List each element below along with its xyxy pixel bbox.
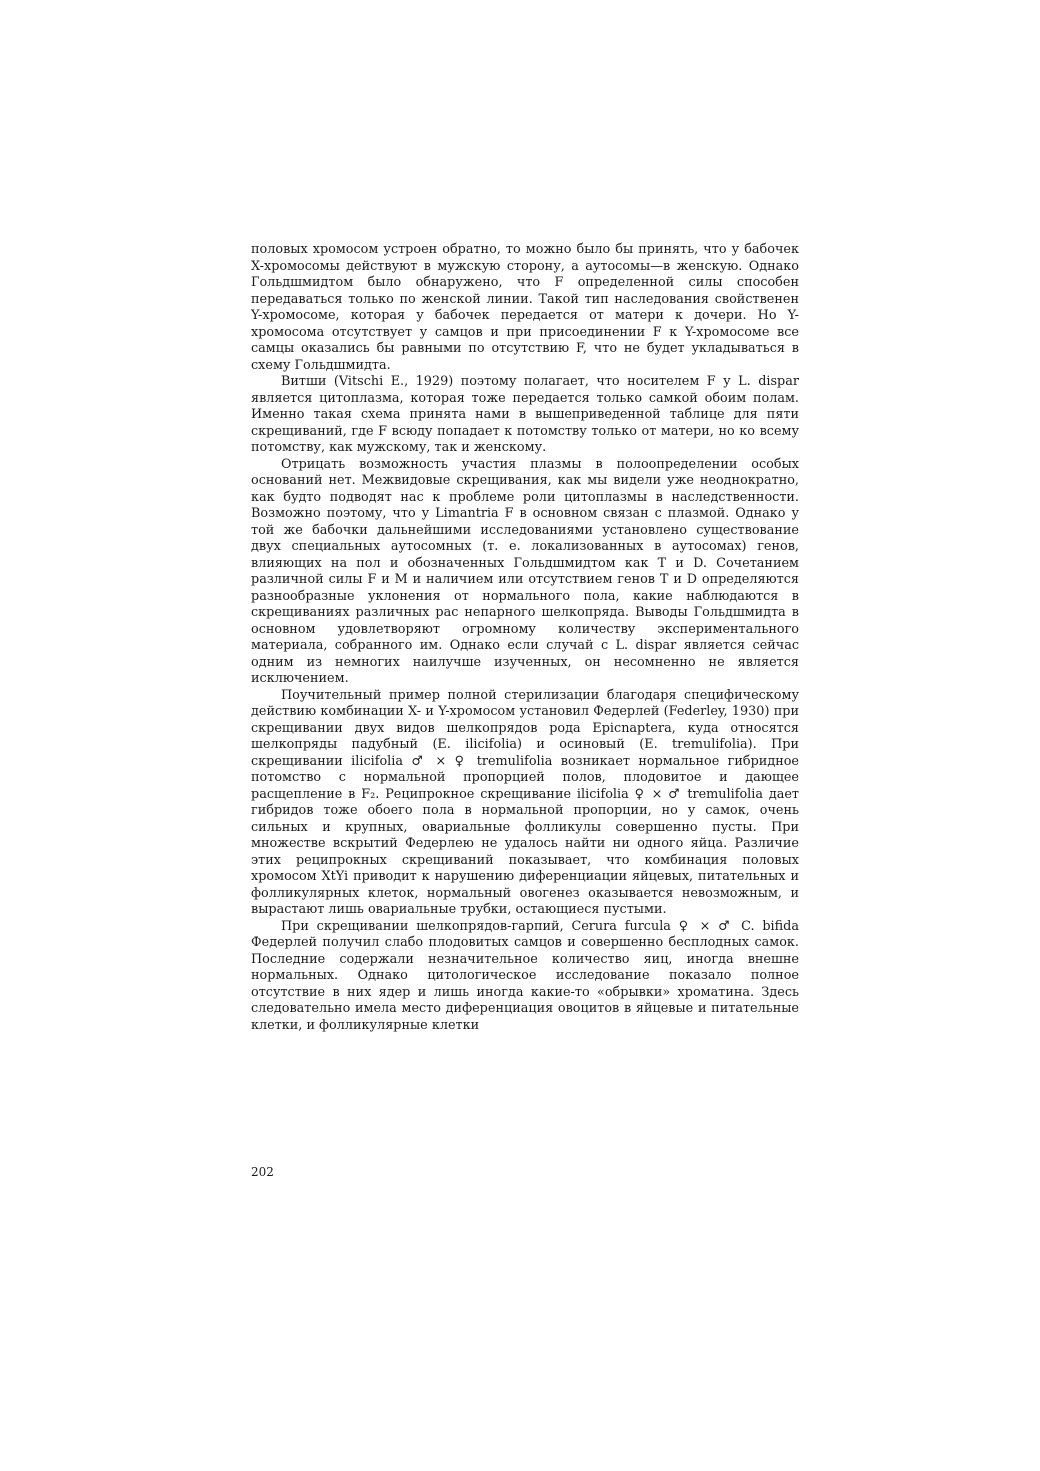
paragraph-2: Витши (Vitschi E., 1929) поэтому полагает, что носителем F у L. dispar является цитоплазма, которая тоже передается только самкой обоим полам. Именно такая схема принята нами в вышеприведенной таблице для пяти скрещиваний, где F всюду попадает к потомству только от матери, но ко всему потомству, как мужскому, так и женскому. [251,374,799,455]
paragraph-5: При скрещивании шелкопрядов-гарпий, Cerura furcula ♀ × ♂ C. bifida Федерлей получил слабо плодовитых самцов и совершенно бесплодных самок. Последние содержали незначительное количество яиц, иногда внешне нормальных. Однако цитологическое исследование показало полное отсутствие в них ядер и лишь иногда какие-то «обрывки» хроматина. Здесь следовательно имела место диференциация овоцитов в яйцевые и питательные клетки, и фолликулярные клетки [251,918,799,1033]
paragraph-3: Отрицать возможность участия плазмы в полоопределении особых оснований нет. Межвидовые скрещивания, как мы видели уже неоднократно, как будто подводят нас к проблеме роли цитоплазмы в наследственности. Возможно поэтому, что у Limantria F в основном связан с плазмой. Однако у той же бабочки дальнейшими исследованиями установлено существование двух специальных аутосомных (т. е. локализованных в аутосомах) генов, влияющих на пол и обозначенных Гольдшмидтом как T и D. Сочетанием различной силы F и M и наличием или отсутствием генов T и D определяются разнообразные уклонения от нормального пола, какие наблюдаются в скрещиваниях различных рас непарного шелкопряда. Выводы Гольдшмидта в основном удовлетворяют огромному количеству экспериментального материала, собранного им. Однако если случай с L. dispar является сейчас одним из немногих наилучше изученных, он несомненно не является исключением. [251,456,799,686]
paragraph-1: половых хромосом устроен обратно, то можно было бы принять, что у бабочек X-хромосомы действуют в мужскую сторону, а аутосомы—в женскую. Однако Гольдшмидтом было обнаружено, что F определенной силы способен передаваться только по женской линии. Такой тип наследования свойственен Y-хромосоме, которая у бабочек передается от матери к дочери. Но Y-хромосома отсутствует у самцов и при присоединении F к Y-хромосоме все самцы оказались бы равными по отсутствию F, что не будет укладываться в схему Гольдшмидта. [251,242,799,373]
page-number: 202 [251,1165,274,1179]
paragraph-4: Поучительный пример полной стерилизации благодаря специфическому действию комбинации X- и Y-хромосом установил Федерлей (Federley, 1930) при скрещивании двух видов шелкопрядов рода Epicnaptera, куда относятся шелкопряды падубный (E. ilicifolia) и осиновый (E. tremulifolia). При скрещивании ilicifolia ♂ × ♀ tremulifolia возникает нормальное гибридное потомство с нормальной пропорцией полов, плодовитое и дающее расщепление в F₂. Реципрокное скрещивание ilicifolia ♀ × ♂ tremulifolia дает гибридов тоже обоего пола в нормальной пропорции, но у самок, очень сильных и крупных, овариальные фолликулы совершенно пусты. При множестве вскрытий Федерлею не удалось найти ни одного яйца. Различие этих реципрокных скрещиваний показывает, что комбинация половых хромосом XtYi приводит к нарушению диференциации яйцевых, питательных и фолликулярных клеток, нормальный овогенез оказывается невозможным, и вырастают лишь овариальные трубки, остающиеся пустыми. [251,687,799,917]
body-text [251,242,799,1034]
